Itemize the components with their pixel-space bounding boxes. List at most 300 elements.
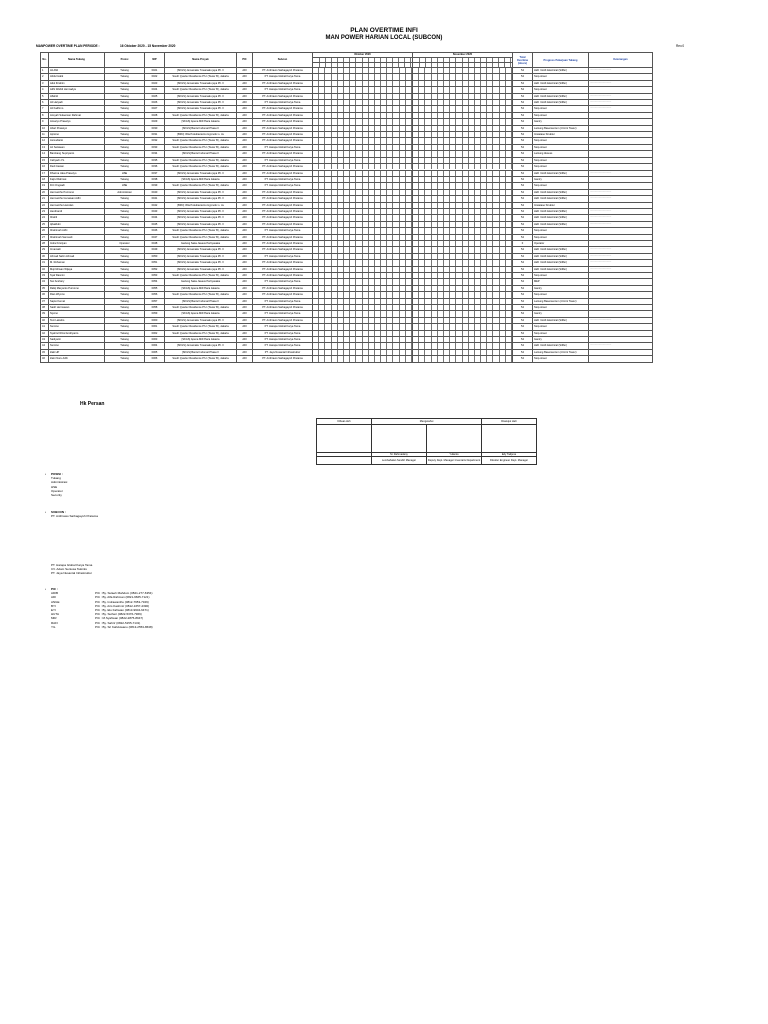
row-number: 39	[41, 311, 49, 317]
row-job-progress: LED I HAK Electrical (Stiffer)	[533, 343, 589, 349]
row-subcon: PT. Anthrawo Sarbagayuh Pratama	[253, 164, 313, 170]
overtime-day-grid	[413, 80, 513, 86]
day-cell	[506, 286, 512, 291]
row-subcon: PT. Harapa Global Karya Tama	[253, 311, 313, 317]
row-job-progress: LED I HAK Electrical (Stiffer)	[533, 247, 589, 253]
overtime-day-grid	[313, 253, 413, 259]
row-nip: 0050	[145, 253, 165, 259]
row-number: 46	[41, 356, 49, 362]
row-position: Tukang	[105, 247, 145, 253]
overtime-day-grid	[413, 292, 513, 298]
row-subcon: PT. Anthrawo Sarbagayuh Pratama	[253, 170, 313, 176]
col-position-header: Posisi	[105, 53, 145, 68]
overtime-day-grid	[313, 317, 413, 323]
section-label: Hk Persan	[80, 401, 105, 407]
row-pic: ADI	[237, 247, 253, 253]
row-number: 17	[41, 170, 49, 176]
day-cell	[406, 126, 412, 131]
day-grid-subheader-nov	[413, 63, 513, 68]
overtime-day-grid	[313, 80, 413, 86]
notes-subcon-list2	[45, 563, 92, 576]
row-total: 54	[513, 343, 533, 349]
overtime-day-grid	[313, 324, 413, 330]
row-nip: 0028	[145, 112, 165, 118]
row-job-progress: MEP	[533, 279, 589, 285]
row-nip: 0066	[145, 356, 165, 362]
row-total: 54	[513, 279, 533, 285]
row-nip: 0044	[145, 215, 165, 221]
list-item: CV. Adam Sentosa Tekniks	[51, 567, 87, 572]
row-pic: ADI	[237, 215, 253, 221]
row-total: 54	[513, 273, 533, 279]
row-subcon: PT. Anthrawo Sarbagayuh Pratama	[253, 68, 313, 74]
row-number: 7	[41, 106, 49, 112]
overtime-day-grid	[413, 349, 513, 355]
overtime-day-grid	[313, 151, 413, 157]
row-name: Hermanthu Purnomo	[49, 189, 105, 195]
overtime-day-grid	[313, 157, 413, 163]
row-job-progress: Gantry	[533, 285, 589, 291]
row-position: Tukang	[105, 144, 145, 150]
row-number: 23	[41, 208, 49, 214]
day-cell	[406, 273, 412, 278]
sign-space-approved	[482, 425, 537, 453]
day-cell	[506, 158, 512, 163]
row-name: Hermanthu Gunawan Adhi	[49, 196, 105, 202]
row-name: Siyono	[49, 311, 105, 317]
pic-code: EYI	[51, 608, 56, 613]
day-cell	[406, 68, 412, 73]
overtime-day-grid	[313, 202, 413, 208]
day-cell	[406, 241, 412, 246]
row-nip: 0048	[145, 240, 165, 246]
row-project: South Quarter Residence Ph.I (Tower B), Jakarta	[165, 324, 237, 330]
pic-contact: PIC : By. Sahrir (0822-5155-7131)	[95, 620, 141, 625]
row-subcon: PT. Harapa Global Karya Tama	[253, 228, 313, 234]
row-nip: 0022	[145, 74, 165, 80]
row-job-progress: Stop-street	[533, 273, 589, 279]
row-name: M. Rohaman	[49, 260, 105, 266]
row-nip: 0036	[145, 164, 165, 170]
overtime-day-grid	[413, 317, 513, 323]
overtime-day-grid	[413, 266, 513, 272]
row-pic: ADI	[237, 228, 253, 234]
row-job-progress: LED I HAK Electrical (Stiffer)	[533, 93, 589, 99]
overtime-day-grid	[313, 234, 413, 240]
row-name: Teni Laksitio	[49, 317, 105, 323]
row-subcon: PT. Jaya Nusantal Infrastruktur	[253, 349, 313, 355]
row-number: 2	[41, 74, 49, 80]
day-cell	[506, 337, 512, 342]
row-nip: 0054	[145, 279, 165, 285]
row-nip: 0040	[145, 189, 165, 195]
row-name: Abdul Halik	[49, 74, 105, 80]
row-name: Rafiq Maryanto Purnomo	[49, 285, 105, 291]
sign-header-prepared: Dibuat oleh	[317, 419, 372, 425]
row-subcon: PT. Anthrawo Sarbagayuh Pratama	[253, 273, 313, 279]
row-pic: ADI	[237, 176, 253, 182]
row-nip: 0041	[145, 196, 165, 202]
row-pic: ADI	[237, 106, 253, 112]
row-position: Tukang	[105, 349, 145, 355]
row-number: 43	[41, 337, 49, 343]
day-cell	[406, 324, 412, 329]
row-pic: ADI	[237, 253, 253, 259]
row-pic: ADI	[237, 100, 253, 106]
row-nip: 0023	[145, 80, 165, 86]
pic-code: ADIB	[51, 591, 59, 596]
overtime-day-grid	[413, 208, 513, 214]
pic-heading: PIC :	[51, 587, 58, 591]
overtime-day-grid	[313, 330, 413, 336]
row-subcon: PT. Anthrawo Sarbagayuh Pratama	[253, 208, 313, 214]
pic-code: ANGE	[51, 599, 60, 604]
row-name: Ali Kadhmo	[49, 106, 105, 112]
day-cell	[506, 305, 512, 310]
row-position: Tukang	[105, 215, 145, 221]
row-nip: 0053	[145, 273, 165, 279]
overtime-day-grid	[413, 87, 513, 93]
row-job-progress: Stop-street	[533, 330, 589, 336]
overtime-day-grid	[413, 234, 513, 240]
row-number: 33	[41, 273, 49, 279]
day-cell	[406, 222, 412, 227]
day-cell	[506, 235, 512, 240]
sign-header-approved: Disetujui oleh	[482, 419, 537, 425]
row-name: Rian Wiyono	[49, 292, 105, 298]
row-nip: 0031	[145, 132, 165, 138]
row-name: Indra Kristiyan	[49, 240, 105, 246]
row-pic: ADI	[237, 132, 253, 138]
row-nip: 0047	[145, 234, 165, 240]
row-number: 6	[41, 100, 49, 106]
overtime-day-grid	[413, 305, 513, 311]
row-subcon: PT. Anthrawo Sarbagayuh Pratama	[253, 196, 313, 202]
row-pic: ADI	[237, 240, 253, 246]
day-cell	[506, 311, 512, 316]
row-position: Tukang	[105, 298, 145, 304]
row-project: South Quarter Residence Ph.I (Tower B), Jakarta	[165, 330, 237, 336]
row-position: Tukang	[105, 292, 145, 298]
day-cell	[506, 164, 512, 169]
overtime-day-grid	[413, 337, 513, 343]
row-project: [SKGS] Bantul Indomal Phase II	[165, 125, 237, 131]
day-cell	[506, 145, 512, 150]
row-subcon: PT. Anthrawo Sarbagayuh Pratama	[253, 125, 313, 131]
row-project: South Quarter Residence Ph.I (Tower B), Jakarta	[165, 273, 237, 279]
row-job-progress: LED I HAK Electrical (Stiffer)	[533, 208, 589, 214]
row-job-progress: LED I HAK Electrical (Stiffer)	[533, 266, 589, 272]
row-nip: 0030	[145, 125, 165, 131]
row-name: Bambang Supriyanto	[49, 151, 105, 157]
row-position: Tukang	[105, 221, 145, 227]
row-total: 54	[513, 253, 533, 259]
row-project: [SKGS] Jemamaku Tuwanaku jaya Ph. II	[165, 260, 237, 266]
pic-code: BYI	[51, 603, 56, 608]
pic-code: HUTA	[51, 612, 59, 617]
row-job-progress: Lantung Basementum (Unit & Tower)	[533, 125, 589, 131]
row-name: Zaini Nuru Adhi	[49, 356, 105, 362]
sign-header-acknowledged: Mengetahui	[372, 419, 482, 425]
document-subtitle: MAN POWER HARIAN LOCAL (SUBCON)	[325, 35, 443, 41]
overtime-day-grid	[413, 343, 513, 349]
day-grid-header-oct	[313, 58, 413, 63]
row-name: Sapto Kemal	[49, 298, 105, 304]
row-position: Tukang	[105, 260, 145, 266]
day-cell	[506, 273, 512, 278]
day-cell	[406, 260, 412, 265]
row-total: 54	[513, 80, 533, 86]
row-position: Tukang	[105, 196, 145, 202]
overtime-day-grid	[313, 247, 413, 253]
row-project: [SKGS] Apena Mill Plaza Jakarta	[165, 311, 237, 317]
row-project: Gedung Saka Jasaus Pertiyasaka	[165, 240, 237, 246]
row-subcon: PT. Anthrawo Sarbagayuh Pratama	[253, 247, 313, 253]
row-project: [SKGS] Jemamaku Tuwanaku jaya Ph. II	[165, 266, 237, 272]
row-position: Tukang	[105, 100, 145, 106]
row-total: 54	[513, 202, 533, 208]
day-cell	[506, 113, 512, 118]
row-position: Tukang	[105, 68, 145, 74]
row-nip: 0061	[145, 324, 165, 330]
row-job-progress: LED I HAK Electrical (Stiffer)	[533, 221, 589, 227]
row-subcon: PT. Harapa Global Karya Tama	[253, 343, 313, 349]
row-job-progress: Lantung Aksess	[533, 151, 589, 157]
day-cell	[406, 286, 412, 291]
pic-contact: PIC : By. Sutheri (0822-5376-7969)	[95, 612, 142, 617]
overtime-day-grid	[313, 164, 413, 170]
row-job-progress: Stop-street	[533, 234, 589, 240]
sign-role-2: Deputy Dept. Manager Inventaris Department	[427, 457, 482, 465]
row-project: South Quarter Residence Ph.I (Tower B), Jakarta	[165, 74, 237, 80]
row-job-progress: Inisiatase Struktur	[533, 202, 589, 208]
sign-space-prepared	[317, 425, 372, 453]
row-project: [SKGS] Bantul Indomal Phase II	[165, 298, 237, 304]
sign-role-spacer	[317, 457, 372, 465]
row-pic: ADI	[237, 311, 253, 317]
row-name: Ibrahimah Adhi	[49, 228, 105, 234]
row-job-progress: Stop-street	[533, 138, 589, 144]
row-nip: 0034	[145, 151, 165, 157]
row-nip: 0042	[145, 202, 165, 208]
row-total: 54	[513, 349, 533, 355]
day-cell	[506, 299, 512, 304]
day-cell	[406, 94, 412, 99]
row-pic: ADI	[237, 196, 253, 202]
overtime-day-grid	[413, 273, 513, 279]
row-name: Sadri Hermawan	[49, 305, 105, 311]
day-cell	[406, 190, 412, 195]
day-cell	[506, 196, 512, 201]
row-position: Tukang	[105, 228, 145, 234]
overtime-day-grid	[313, 240, 413, 246]
row-job-progress: LED I HAK Electrical (Stiffer)	[533, 196, 589, 202]
row-job-progress: Stop-street	[533, 292, 589, 298]
row-project: [SKGS] Jemamaku Tuwanaku jaya Ph. II	[165, 100, 237, 106]
day-cell	[406, 196, 412, 201]
day-cell	[406, 311, 412, 316]
row-name: Nur Anshary	[49, 279, 105, 285]
row-pic: ADI	[237, 189, 253, 195]
overtime-day-grid	[413, 330, 513, 336]
day-cell	[406, 106, 412, 111]
row-number: 45	[41, 349, 49, 355]
sign-name-1: M. Rahmadany	[372, 453, 427, 457]
row-name: Ansyah Sulaeman Rahmat	[49, 112, 105, 118]
row-project: [SKGS] Bantul Indomal Phase II	[165, 349, 237, 355]
row-number: 32	[41, 266, 49, 272]
row-job-progress: Gantry	[533, 337, 589, 343]
day-cell	[406, 119, 412, 124]
row-job-progress: LED I HAK Electrical (Stiffer)	[533, 260, 589, 266]
row-position: Tukang	[105, 234, 145, 240]
overtime-day-grid	[313, 68, 413, 74]
row-job-progress: Operator	[533, 240, 589, 246]
col-pic-header: PIC	[237, 53, 253, 68]
overtime-day-grid	[313, 343, 413, 349]
row-total: 54	[513, 234, 533, 240]
row-job-progress: Gantry	[533, 311, 589, 317]
day-cell	[406, 235, 412, 240]
overtime-day-grid	[313, 144, 413, 150]
day-cell	[406, 171, 412, 176]
day-cell	[406, 318, 412, 323]
row-name: Apriono	[49, 132, 105, 138]
list-item: PT. Harapa Global Karya Tama	[51, 563, 93, 567]
row-project: South Quarter Residence Ph.I (Tower B), Jakarta	[165, 144, 237, 150]
day-cell	[406, 331, 412, 336]
overtime-day-grid	[413, 285, 513, 291]
row-subcon: PT. Anthrawo Sarbagayuh Pratama	[253, 132, 313, 138]
row-position: Tukang	[105, 157, 145, 163]
row-position: Tukang	[105, 176, 145, 182]
day-cell	[406, 267, 412, 272]
row-job-progress: Stop-street	[533, 305, 589, 311]
overtime-day-grid	[313, 273, 413, 279]
row-name: Ibrahimah Samsudi	[49, 234, 105, 240]
day-cell	[406, 228, 412, 233]
day-cell	[506, 81, 512, 86]
row-project: [SKGS] Jemamaku Tuwanaku jaya Ph. II	[165, 215, 237, 221]
month-november-header: November 2020	[413, 53, 513, 58]
row-job-progress: Gantry	[533, 119, 589, 125]
row-project: [SKGS] Apena Mill Plaza Jakarta	[165, 337, 237, 343]
row-total: 54	[513, 151, 533, 157]
row-number: 35	[41, 285, 49, 291]
posisi-heading: POSISI :	[51, 472, 63, 476]
row-pic: ADI	[237, 164, 253, 170]
overtime-day-grid	[413, 253, 513, 259]
day-cell	[506, 74, 512, 79]
row-name: Fajrul Rahmat	[49, 176, 105, 182]
row-position: Tukang	[105, 253, 145, 259]
overtime-day-grid	[413, 68, 513, 74]
row-subcon: PT. Anthrawo Sarbagayuh Pratama	[253, 356, 313, 362]
overtime-day-grid	[313, 74, 413, 80]
overtime-day-grid	[413, 112, 513, 118]
row-name: Ali Haryadi	[49, 100, 105, 106]
subcon-heading: SUBCON :	[51, 510, 66, 514]
day-cell	[506, 119, 512, 124]
row-position: Tukang	[105, 106, 145, 112]
row-name: Ali Afdi	[49, 68, 105, 74]
overtime-day-grid	[413, 183, 513, 189]
row-name: Fitri Ongsadi	[49, 183, 105, 189]
sign-role-1: Lembahalan Sendiri Manager	[372, 457, 427, 465]
day-cell	[406, 164, 412, 169]
row-total: 54	[513, 196, 533, 202]
row-nip: 0059	[145, 311, 165, 317]
day-cell	[406, 343, 412, 348]
row-name: Ibrahil	[49, 215, 105, 221]
row-project: [BRC] Villa Pukubanterno Hypnotic s. Ja	[165, 202, 237, 208]
row-position: Tukang	[105, 164, 145, 170]
row-number: 21	[41, 196, 49, 202]
day-cell	[506, 177, 512, 182]
pic-code: RAFI	[51, 620, 58, 625]
row-project: [SKGS] Jemamaku Tuwanaku jaya Ph. II	[165, 343, 237, 349]
day-cell	[506, 222, 512, 227]
day-cell	[506, 254, 512, 259]
pic-contact: PIC : By. Sulaeh Mahdum (0821-277-6354)	[95, 591, 153, 596]
overtime-day-grid	[413, 196, 513, 202]
period-label: MANPOWER OVERTIME PLAN PERIODE :	[36, 44, 100, 48]
pic-contact: PIC : By. Indrawanthu (0812-7953-7329)	[95, 599, 149, 604]
row-remarks: ................................................	[589, 170, 653, 176]
row-subcon: PT. Anthrawo Sarbagayuh Pratama	[253, 266, 313, 272]
day-grid-subheader-oct	[313, 63, 413, 68]
overtime-day-grid	[313, 349, 413, 355]
day-cell	[506, 106, 512, 111]
pic-contact: PIC : By. Sri Kahduwano (0813-2553-8638)	[95, 624, 153, 629]
row-pic: ADI	[237, 305, 253, 311]
row-pic: ADI	[237, 317, 253, 323]
row-total: 54	[513, 100, 533, 106]
row-position: Tukang	[105, 324, 145, 330]
notes-pic	[45, 587, 153, 629]
row-number: 20	[41, 189, 49, 195]
row-position: Tukang	[105, 356, 145, 362]
day-cell	[406, 113, 412, 118]
row-project: South Quarter Residence Ph.I (Tower B), Jakarta	[165, 234, 237, 240]
row-pic: ADI	[237, 298, 253, 304]
row-job-progress: Stop-street	[533, 228, 589, 234]
row-position: Tukang	[105, 311, 145, 317]
row-project: South Quarter Residence Ph.I (Tower B), Jakarta	[165, 112, 237, 118]
row-pic: ADI	[237, 157, 253, 163]
overtime-day-grid	[313, 311, 413, 317]
row-remarks: ................................................	[589, 253, 653, 259]
overtime-day-grid	[313, 170, 413, 176]
row-number: 44	[41, 343, 49, 349]
row-subcon: PT. Anthrawo Sarbagayuh Pratama	[253, 138, 313, 144]
day-cell	[506, 318, 512, 323]
row-total: 54	[513, 170, 533, 176]
day-cell	[406, 247, 412, 252]
row-subcon: PT. Anthrawo Sarbagayuh Pratama	[253, 106, 313, 112]
row-number: 40	[41, 317, 49, 323]
row-job-progress: Stop-street	[533, 112, 589, 118]
row-number: 16	[41, 164, 49, 170]
sign-space-acknowledged-1	[372, 425, 427, 453]
row-project: South Quarter Residence Ph.I (Tower B), Jakarta	[165, 157, 237, 163]
row-subcon: PT. Anthrawo Sarbagayuh Pratama	[253, 292, 313, 298]
row-pic: ADI	[237, 125, 253, 131]
row-total: 54	[513, 305, 533, 311]
overtime-day-grid	[413, 144, 513, 150]
row-nip: 0057	[145, 298, 165, 304]
col-job-header: Progress Pekerjaan Tukang	[533, 53, 589, 68]
